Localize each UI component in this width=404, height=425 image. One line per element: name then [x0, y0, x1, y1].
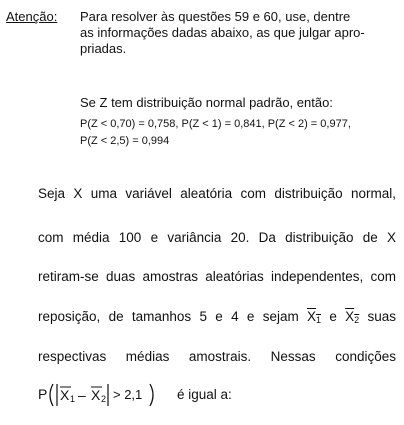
- question-line-with-sample-means: [38, 309, 396, 325]
- attention-text-line: as informações dadas abaixo, as que julgar apro-: [80, 25, 365, 40]
- formula-x2-sub: 2: [101, 394, 107, 404]
- attention-label: Atenção:: [6, 9, 58, 24]
- line-text-before: reposição, de tamanhos 5 e 4 e sejam: [38, 309, 308, 324]
- attention-text-line: Para resolver às questões 59 e 60, use, dentre: [80, 9, 351, 24]
- line-text-after: suas: [359, 309, 396, 324]
- x1-subscript: 1: [316, 315, 322, 325]
- formula-graphic: [38, 381, 174, 409]
- x2-subscript: 2: [354, 315, 360, 325]
- sample-mean-x2: [345, 309, 359, 324]
- formula-x1-letter: X: [60, 387, 70, 403]
- probability-values-line: P(Z < 0,70) = 0,758, P(Z < 1) = 0,841, P(Z < 2) = 0,977,: [80, 118, 351, 130]
- x2-letter: X: [345, 309, 355, 324]
- sample-mean-x1: [307, 309, 321, 324]
- formula-x1-sub: 1: [70, 394, 76, 404]
- formula-relation: > 2,1: [113, 387, 143, 402]
- left-paren-shape: [50, 384, 53, 406]
- question-line: retiram-se duas amostras aleatórias independentes, com: [38, 269, 396, 284]
- x1-letter: X: [307, 309, 317, 324]
- formula-minus: –: [78, 387, 86, 403]
- normal-distribution-sentence: Se Z tem distribuição normal padrão, então:: [80, 95, 333, 110]
- right-paren-shape: [150, 384, 153, 406]
- probability-values-line: P(Z < 2,5) = 0,994: [80, 135, 170, 147]
- formula-p: P: [38, 386, 48, 402]
- question-line: respectivas médias amostrais. Nessas condições: [38, 349, 396, 364]
- question-line: com média 100 e variância 20. Da distribuição de X: [38, 230, 396, 245]
- formula-tail-text: é igual a:: [177, 387, 232, 402]
- formula-x2-letter: X: [91, 387, 101, 403]
- conjunction-text: e: [321, 309, 346, 324]
- question-line: Seja X uma variável aleatória com distribuição normal,: [38, 186, 396, 201]
- attention-text-line: priadas.: [80, 41, 127, 56]
